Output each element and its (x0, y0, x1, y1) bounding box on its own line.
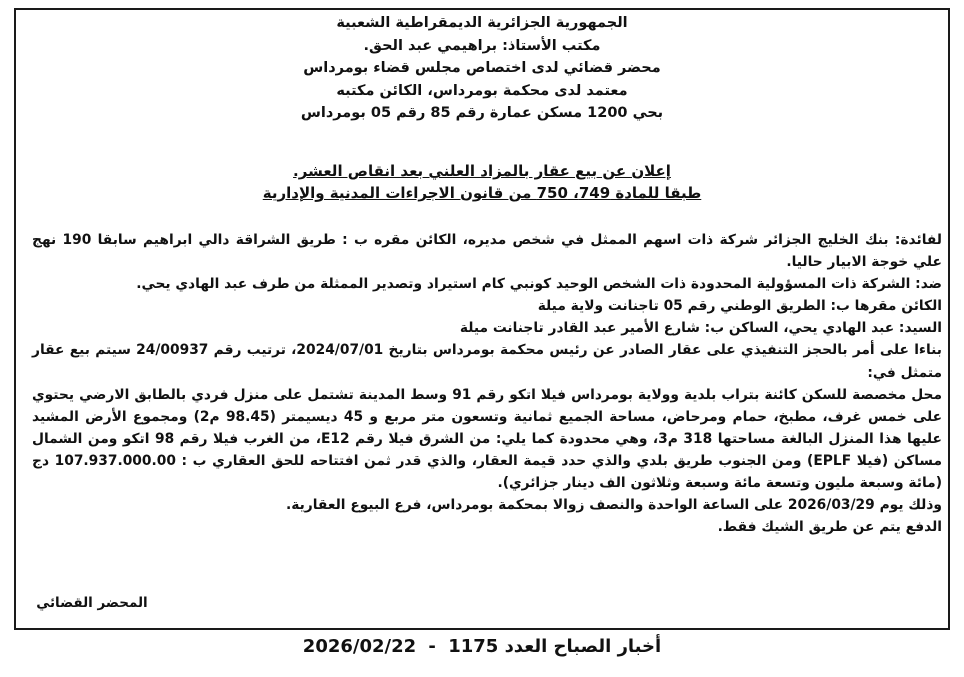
sale-date-paragraph: وذلك يوم 2026/03/29 على الساعة الواحدة والنصف زوالا بمحكمة بومرداس، فرع البيوع العقارية. (286, 497, 942, 514)
header-accredited: معتمد لدى محكمة بومرداس، الكائن مكتبه (336, 82, 628, 99)
publication-date: 2026/02/22 (302, 636, 417, 657)
beneficiary-paragraph: لفائدة: بنك الخليج الجزائر شركة ذات اسهم الممثل في شخص مديره، الكائن مقره ب : طريق الشراقة دالي ابراهيم سابقا 190 نهج علي خوجة الابيار حاليا. (32, 232, 942, 271)
signature: المحضر القضائي (36, 595, 148, 611)
newspaper-footer (0, 636, 964, 657)
header-republic: الجمهورية الجزائرية الديمقراطية الشعبية (336, 15, 628, 31)
order-paragraph: بناءا على أمر بالحجز التنفيذي على عقار الصادر عن رئيس محكمة بومرداس بتاريخ 2024/07/01، ترتيب رقم 24/00937 سيتم بيع عقار متمثل في: (32, 342, 942, 381)
notice-title-line1: إعلان عن بيع عقار بالمزاد العلني بعد انقاص العشر. (293, 162, 671, 180)
property-paragraph: محل مخصصة للسكن كائنة بتراب بلدية وولاية بومرداس فيلا اتكو رقم 91 وسط المدينة تشتمل على منزل فردي بالطابق الارضي يحتوي على خمس غرف، مطبخ، حمام ومرحاض، مساحة الجميع ثمانية وتسعون متر مربع و 45 ديسيمتر (98.45 م2) ومجموع الأرض المشيد عليها هذا المنزل البالغة مساحتها 318 م3، وهي محدودة كما يلي: من الشرق فيلا رقم E12، من الغرب فيلا رقم 98 اتكو ومن الشمال مساكن (فيلا EPLF) ومن الجنوب طريق بلدي والذي حدد قيمة العقار، والذي قدر ثمن افتتاحه للحق العقاري ب : 107.937.000.00 دج (مائة وسبعة مليون وتسعة مائة وسبعة وثلاثون الف دينار جزائري). (32, 386, 943, 492)
footer-separator: - (428, 636, 436, 657)
notice-title-line2: طبقا للمادة 749، 750 من قانون الاجراءات المدنية والإدارية (262, 184, 702, 202)
header-office: مكتب الأستاذ: براهيمي عبد الحق. (363, 37, 601, 54)
notice-header (0, 12, 964, 125)
against-paragraph: ضد: الشركة ذات المسؤولية المحدودة ذات الشخص الوحيد كونبي كام استيراد وتصدير الممثلة من طرف عبد الهادي يحي. (136, 276, 942, 293)
defendant-paragraph: السيد: عبد الهادي يحي، الساكن ب: شارع الأمير عبد القادر تاجنانت ميلة (459, 320, 942, 337)
header-address: بحي 1200 مسكن عمارة رقم 85 رقم 05 بومرداس (300, 105, 664, 122)
notice-body (32, 229, 942, 538)
headquarters-paragraph: الكائن مقرها ب: الطريق الوطني رقم 05 تاجنانت ولاية ميلة (537, 298, 942, 315)
notice-title (0, 160, 964, 204)
newspaper-issue: أخبار الصباح العدد 1175 (448, 636, 662, 657)
payment-paragraph: الدفع يتم عن طريق الشيك فقط. (717, 519, 942, 536)
header-bailiff: محضر قضائي لدى اختصاص مجلس قضاء بومرداس (303, 60, 661, 77)
